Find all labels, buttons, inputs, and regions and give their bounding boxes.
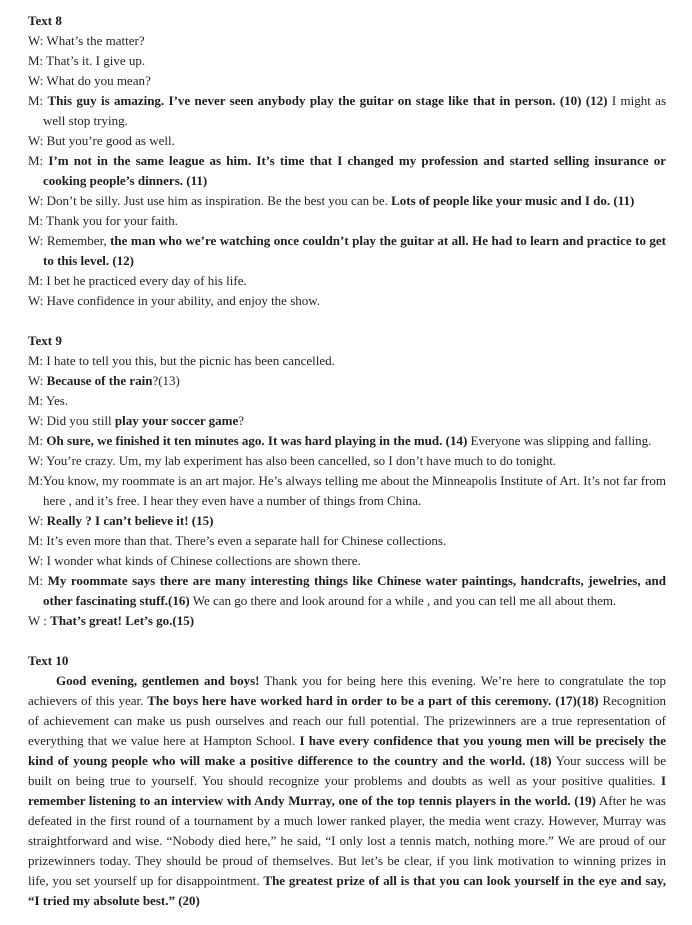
text-run: ? xyxy=(238,413,245,428)
text-run: I remember listening to an interview with Andy Murray, one of the top tennis players in the world. (19) xyxy=(28,773,666,808)
text-run: It’s even more than that. There’s even a separate hall for Chinese collections. xyxy=(43,533,447,548)
transcript-sections xyxy=(28,11,666,911)
dialogue-line xyxy=(28,571,666,611)
text-run: This guy is amazing. I’ve never seen anybody play the guitar on stage like that in person. (10) (12) xyxy=(47,93,608,108)
dialogue-line xyxy=(28,271,666,291)
text-run: Did you still xyxy=(43,413,115,428)
speaker-label: W: xyxy=(28,553,44,568)
text-run: That’s great! Let’s go.(15) xyxy=(50,613,195,628)
speaker-label: M: xyxy=(28,473,44,488)
text-run: Yes. xyxy=(43,393,69,408)
speaker-label: M: xyxy=(28,213,44,228)
text-run: You know, my roommate is an art major. He’s always telling me about the Minneapolis Institute of Art. It’s not far from here , and it’s free. I hear they even have a number of things from China. xyxy=(43,473,666,508)
dialogue-line xyxy=(28,231,666,271)
dialogue-line xyxy=(28,131,666,151)
speaker-label: W: xyxy=(28,193,44,208)
text-run: Remember, xyxy=(43,233,111,248)
text-run: After he was defeated in the first round of a tournament by a much lower ranked player, the media went crazy. However, Murray was straightforward and wise. “Nobody died here,” he said, “I only lost a tennis match, nothing more.” We are proud of our prizewinners today. They should be proud of themselves. But let’s be clear, if you link motivation to winning prizes in life, you set yourself up for disappointment. xyxy=(28,793,666,888)
text-run: But you’re good as well. xyxy=(43,133,175,148)
text-run: That’s it. I give up. xyxy=(43,53,146,68)
speaker-label: W : xyxy=(28,613,47,628)
dialogue-line xyxy=(28,431,666,451)
text-run: The greatest prize of all is that you can look yourself in the eye and say, “I tried my absolute best.” (20) xyxy=(28,873,666,908)
section-text-9 xyxy=(28,331,666,631)
text-run: My roommate says there are many interesting things like Chinese water paintings, handcrafts, jewelries, and other fascinating stuff.(16) xyxy=(43,573,667,608)
dialogue-line xyxy=(28,91,666,131)
text-run: We can go there and look around for a while , and you can tell me all about them. xyxy=(189,593,617,608)
section-heading: Text 8 xyxy=(28,13,62,28)
speaker-label: M: xyxy=(28,53,44,68)
dialogue-line xyxy=(28,211,666,231)
speaker-label: M: xyxy=(28,273,44,288)
dialogue-line xyxy=(28,31,666,51)
dialogue-line xyxy=(28,551,666,571)
monologue-paragraph xyxy=(28,671,666,911)
dialogue-line xyxy=(28,611,666,631)
speaker-label: W: xyxy=(28,293,44,308)
dialogue-line xyxy=(28,291,666,311)
text-run: I have every confidence that you young men will be precisely the kind of young people who will make a positive difference to the country and the world. (18) xyxy=(28,733,666,768)
speaker-label: W: xyxy=(28,133,44,148)
speaker-label: W: xyxy=(28,453,44,468)
text-run: What’s the matter? xyxy=(43,33,145,48)
text-run: Lots of people like your music and I do. (11) xyxy=(391,193,635,208)
text-run: Recognition of achievement can make us push ourselves and reach our full potential. The prizewinners are a true representation of everything that we value here at Hampton School. xyxy=(28,693,666,748)
text-run: You’re crazy. Um, my lab experiment has also been cancelled, so I don’t have much to do tonight. xyxy=(43,453,557,468)
dialogue-line xyxy=(28,371,666,391)
text-run: Thank you for being here this evening. We’re here to congratulate the top achievers of this year. xyxy=(28,673,666,708)
speaker-label: W: xyxy=(28,73,44,88)
text-run: What do you mean? xyxy=(43,73,151,88)
text-run: Everyone was slipping and falling. xyxy=(467,433,652,448)
dialogue-line xyxy=(28,451,666,471)
dialogue-line xyxy=(28,391,666,411)
text-run: Good evening, gentlemen and boys! xyxy=(56,673,260,688)
text-run: Because of the rain xyxy=(46,373,153,388)
speaker-label: M: xyxy=(28,93,44,108)
text-run: Really ? I can’t believe it! (15) xyxy=(46,513,214,528)
text-run: Thank you for your faith. xyxy=(43,213,178,228)
dialogue-line xyxy=(28,191,666,211)
dialogue-line xyxy=(28,411,666,431)
text-run: play your soccer game xyxy=(114,413,239,428)
text-run: I hate to tell you this, but the picnic has been cancelled. xyxy=(43,353,335,368)
dialogue-line xyxy=(28,351,666,371)
speaker-label: W: xyxy=(28,373,44,388)
section-text-8 xyxy=(28,11,666,311)
text-run: the man who we’re watching once couldn’t play the guitar at all. He had to learn and practice to get to this level. (12) xyxy=(43,233,667,268)
dialogue-line xyxy=(28,71,666,91)
dialogue-line xyxy=(28,531,666,551)
speaker-label: M: xyxy=(28,353,44,368)
speaker-label: W: xyxy=(28,513,44,528)
speaker-label: W: xyxy=(28,233,44,248)
text-run: The boys here have worked hard in order to be a part of this ceremony. (17)(18) xyxy=(147,693,599,708)
dialogue-line xyxy=(28,151,666,191)
speaker-label: M: xyxy=(28,573,44,588)
speaker-label: M: xyxy=(28,433,44,448)
speaker-label: W: xyxy=(28,33,44,48)
dialogue-line xyxy=(28,51,666,71)
speaker-label: M: xyxy=(28,393,44,408)
section-text-10 xyxy=(28,651,666,911)
text-run: I bet he practiced every day of his life. xyxy=(43,273,247,288)
speaker-label: M: xyxy=(28,533,44,548)
speaker-label: W: xyxy=(28,413,44,428)
dialogue-line xyxy=(28,471,666,511)
text-run: I’m not in the same league as him. It’s time that I changed my profession and started selling insurance or cooking people’s dinners. (11) xyxy=(43,153,667,188)
text-run: I might as well stop trying. xyxy=(43,93,667,128)
section-heading: Text 10 xyxy=(28,653,69,668)
text-run: Your success will be built on being true to yourself. You should recognize your problems and doubts as well as your positive qualities. xyxy=(28,753,667,788)
text-run: ?(13) xyxy=(152,373,180,388)
text-run: I wonder what kinds of Chinese collections are shown there. xyxy=(43,553,361,568)
text-run: Have confidence in your ability, and enjoy the show. xyxy=(43,293,321,308)
text-run: Oh sure, we finished it ten minutes ago. It was hard playing in the mud. (14) xyxy=(46,433,468,448)
section-heading: Text 9 xyxy=(28,333,62,348)
text-run: Don’t be silly. Just use him as inspiration. Be the best you can be. xyxy=(43,193,392,208)
speaker-label: M: xyxy=(28,153,44,168)
dialogue-line xyxy=(28,511,666,531)
